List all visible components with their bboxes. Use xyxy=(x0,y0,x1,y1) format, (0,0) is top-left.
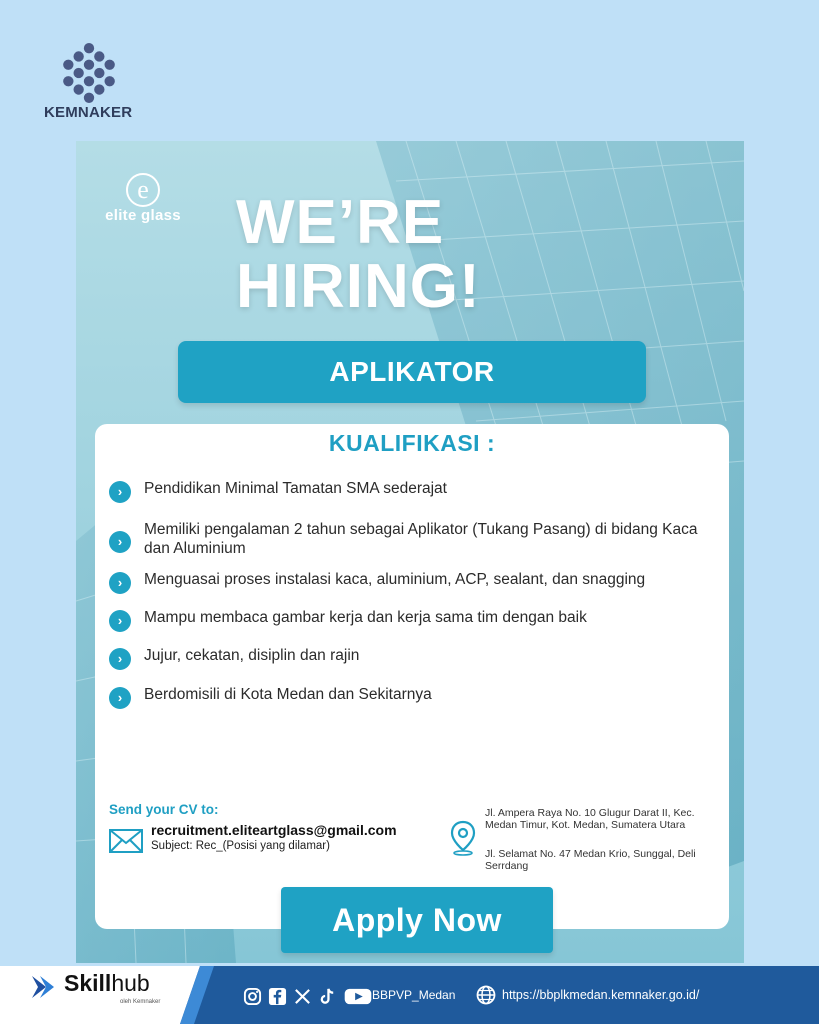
skillhub-subtitle: oleh Kemnaker xyxy=(120,999,161,1005)
tiktok-icon[interactable] xyxy=(318,987,337,1006)
qualification-text: Pendidikan Minimal Tamatan SMA sederajat xyxy=(144,480,447,497)
skillhub-chevron-icon xyxy=(30,974,56,1000)
qualifications-title: KUALIFIKASI : xyxy=(328,430,496,456)
chevron-right-icon: › xyxy=(109,572,131,594)
qualifications-card xyxy=(95,424,729,929)
address-2: Jl. Selamat No. 47 Medan Krio, Sunggal, Deli Serrdang xyxy=(485,848,696,872)
social-icons xyxy=(243,986,379,1006)
facebook-icon[interactable] xyxy=(268,987,287,1006)
skillhub-name: Skillhub xyxy=(64,970,150,996)
headline xyxy=(236,188,596,321)
instagram-icon[interactable] xyxy=(243,987,262,1006)
location-pin-icon xyxy=(450,820,476,856)
apply-now-button[interactable]: Apply Now xyxy=(281,887,553,953)
kemnaker-logo-icon xyxy=(58,42,120,104)
qualification-text: Mampu membaca gambar kerja dan kerja sama tim dengan baik xyxy=(144,609,587,626)
email-subject: Subject: Rec_(Posisi yang dilamar) xyxy=(151,840,330,852)
chevron-right-icon: › xyxy=(109,531,131,553)
globe-icon xyxy=(476,985,496,1005)
chevron-right-icon: › xyxy=(109,687,131,709)
address-1: Jl. Ampera Raya No. 10 Glugur Darat II, Kec. Medan Timur, Kot. Medan, Sumatera Utara xyxy=(485,807,695,831)
youtube-icon[interactable] xyxy=(343,987,373,1006)
brand-name: elite glass xyxy=(105,207,181,224)
chevron-right-icon: › xyxy=(109,648,131,670)
chevron-right-icon: › xyxy=(109,481,131,503)
contact-email[interactable]: recruitment.eliteartglass@gmail.com xyxy=(151,822,397,838)
elite-glass-logo-icon xyxy=(121,171,165,209)
svg-text:e: e xyxy=(137,175,149,204)
qualification-text: Memiliki pengalaman 2 tahun sebagai Aplikator (Tukang Pasang) di bidang Kaca dan Aluminium xyxy=(144,521,698,557)
qualification-text: Berdomisili di Kota Medan dan Sekitarnya xyxy=(144,686,432,703)
qualification-text: Menguasai proses instalasi kaca, aluminium, ACP, sealant, dan snagging xyxy=(144,571,646,588)
mail-icon xyxy=(109,829,143,853)
chevron-right-icon: › xyxy=(109,610,131,632)
x-icon[interactable] xyxy=(293,987,312,1006)
position-title: APLIKATOR xyxy=(178,341,646,403)
social-handle[interactable]: BBPVP_Medan xyxy=(372,988,456,1002)
elite-glass-brand xyxy=(98,171,188,231)
qualification-text: Jujur, cekatan, disiplin dan rajin xyxy=(144,647,360,664)
skillhub-logo xyxy=(30,968,180,1016)
headline-line-1: WE’RE xyxy=(236,188,445,257)
website-url[interactable]: https://bbplkmedan.kemnaker.go.id/ xyxy=(502,988,700,1002)
headline-line-2: HIRING! xyxy=(236,252,481,321)
kemnaker-wordmark: KEMNAKER xyxy=(44,104,133,121)
hiring-poster xyxy=(76,141,744,963)
send-cv-label: Send your CV to: xyxy=(109,802,219,817)
